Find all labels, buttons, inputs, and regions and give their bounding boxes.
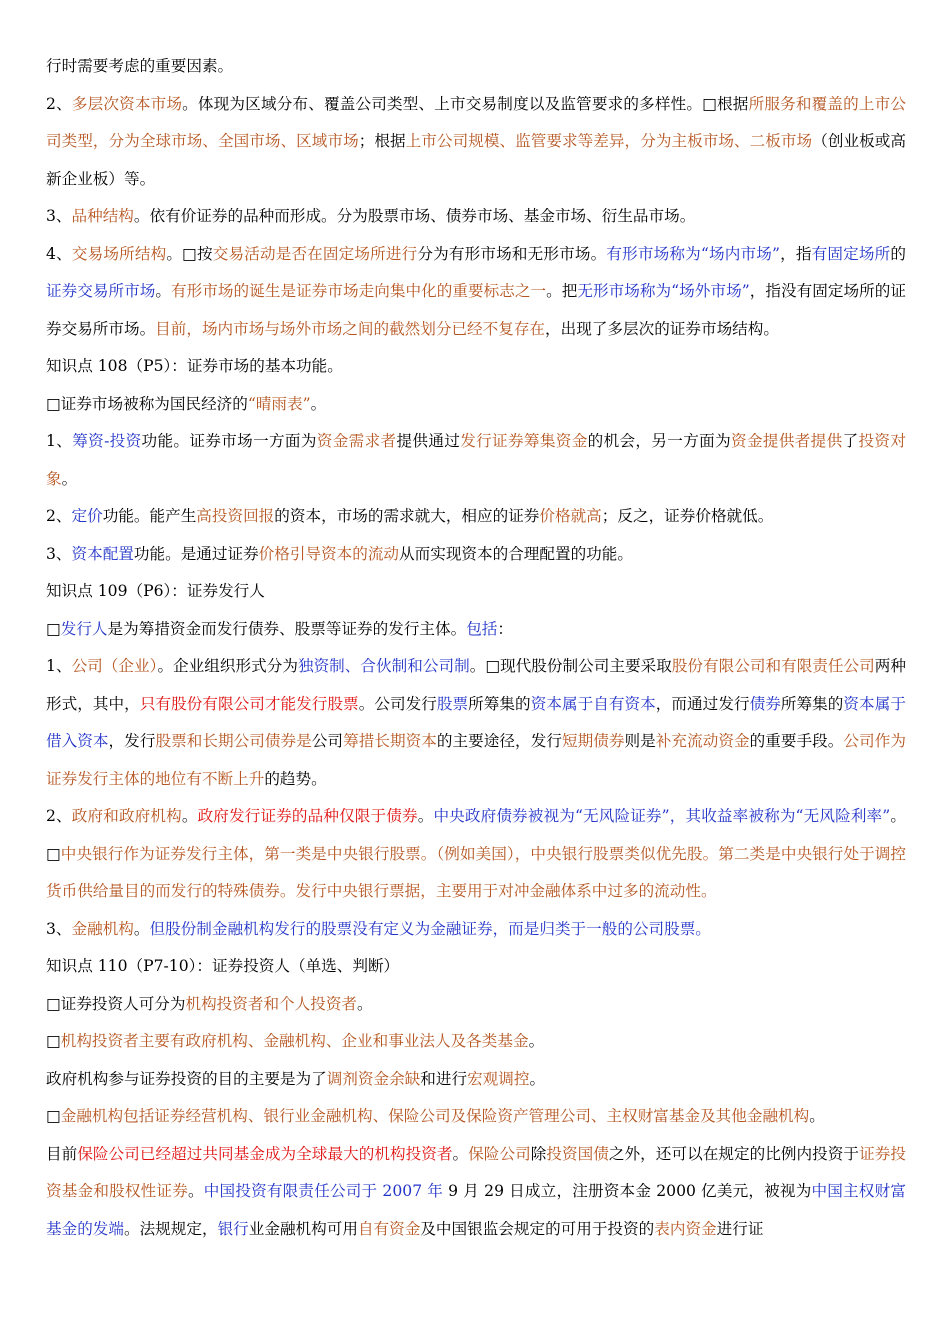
text-run: 。 (528, 1032, 545, 1050)
text-run: 提供通过 (396, 432, 461, 450)
text-run: 高投资回报 (196, 507, 275, 525)
text-run: 的资本，市场的需求就大，相应的证券 (274, 507, 540, 525)
text-run: □ (46, 619, 61, 638)
text-run: 1、 (46, 657, 72, 675)
text-run: 有形市场称为“场内市场” (606, 244, 780, 263)
paragraph (46, 48, 906, 86)
text-run: 。 (155, 282, 172, 300)
text-run: 交易场所结构 (71, 244, 167, 263)
text-run: 及中国银监会规定的可用于投资的 (420, 1219, 655, 1238)
text-run: 知识点 110（P7-10）：证券投资人（单选、判断） (46, 957, 400, 975)
text-run: 。 (809, 1107, 825, 1125)
text-run: 交易活动是否在固定场所进行 (212, 244, 418, 263)
text-run: 股票 (436, 694, 469, 713)
text-run: 投资对象 (46, 432, 906, 488)
text-run: 分为有形市场和无形市场。 (417, 244, 607, 263)
text-run: 2、 (46, 94, 72, 113)
text-run: 。 (357, 994, 373, 1013)
text-run: 2、 (46, 807, 72, 825)
paragraph (46, 236, 906, 349)
text-run: 政府和政府机构 (71, 807, 182, 825)
text-run: 4、 (46, 244, 72, 263)
paragraph (46, 948, 906, 986)
text-run: 之外，还可以在规定的比例内投资于 (608, 1144, 860, 1163)
text-run: 价格就高 (539, 507, 602, 525)
text-run: 股份有限公司和有限责任公司 (671, 657, 875, 675)
text-run: ；根据 (358, 132, 406, 150)
text-run: 宏观调控 (467, 1069, 530, 1088)
text-run: 知识点 109（P6）：证券发行人 (46, 582, 265, 600)
text-run: 自有资金 (357, 1219, 421, 1238)
paragraph (46, 611, 906, 649)
text-run: 所筹集的 (468, 694, 531, 713)
text-run: 公司作为证券发行主体的地位有不断上升 (46, 732, 906, 788)
text-run: 有形市场的诞生是证券市场走向集中化的重要标志之一 (171, 282, 547, 300)
text-run: 。 (310, 394, 327, 413)
text-run: 但股份制金融机构发行的股票没有定义为金融证券，而是归类于一般的公司股票。 (149, 919, 711, 938)
text-run: 。法规规定， (123, 1219, 218, 1238)
text-run: 。 (417, 807, 434, 825)
text-run: 金融机构 (71, 919, 134, 938)
text-run: 资金需求者 (316, 432, 397, 450)
paragraph (46, 86, 906, 199)
text-run: 机构投资者主要有政府机构、金融机构、企业和事业法人及各类基金 (60, 1032, 529, 1050)
paragraph (46, 1023, 906, 1061)
text-run: 价格引导资本的流动 (258, 544, 400, 563)
paragraph (46, 423, 906, 498)
text-run: ；反之，证券价格就低。 (601, 507, 774, 525)
text-run: 补充流动资金 (655, 732, 750, 750)
text-run: ，出现了多层次的证券市场结构。 (545, 319, 779, 338)
text-run: 无形市场称为“场外市场” (577, 282, 750, 300)
paragraph (46, 498, 906, 536)
text-run: 政府机构参与证券投资的目的主要是为了 (46, 1069, 327, 1088)
paragraph (46, 1098, 906, 1136)
paragraph (46, 648, 906, 798)
text-run: 3、 (46, 207, 72, 225)
text-run: 包括 (466, 619, 498, 638)
text-run: 从而实现资本的合理配置的功能。 (399, 544, 633, 563)
text-run: 。把 (546, 282, 578, 300)
text-run: ： (497, 619, 514, 638)
text-run: 有固定场所 (811, 244, 891, 263)
text-run: 资本属于借入资本 (46, 694, 906, 750)
text-run: 所服务和覆盖的上市公司类型，分为全球市场、全国市场、区域市场 (46, 94, 906, 150)
text-run: 发行证券筹集资金 (460, 432, 588, 450)
text-run: 中央银行作为证券发行主体，第一类是中央银行股票。（例如美国），中央银行股票类似优先股。第二类是中央银行处于调控货币供给量目的而发行的特殊债券。发行中央银行票据，主要用于对冲金融体系中过多的流动性。 (46, 844, 906, 900)
text-run: □ (46, 1032, 61, 1050)
paragraph (46, 573, 906, 611)
text-run: 证券投资基金和股权性证券 (46, 1144, 906, 1200)
text-run: 调剂资金余缺 (326, 1069, 421, 1088)
text-run: ，发行 (108, 732, 156, 750)
text-run: 中国主权财富基金的发端 (46, 1182, 906, 1238)
text-run: 金融机构包括证券经营机构、银行业金融机构、保险公司及保险资产管理公司、主权财富基金及其他金融机构 (60, 1107, 810, 1125)
text-run: 。企业组织形式分为 (157, 657, 298, 675)
text-run: 银行 (217, 1219, 249, 1238)
text-run: 知识点 108（P5）：证券市场的基本功能。 (46, 357, 343, 375)
text-run: 机构投资者和个人投资者 (185, 994, 358, 1013)
paragraph (46, 1061, 906, 1099)
text-run: □ (46, 1107, 61, 1125)
paragraph (46, 198, 906, 236)
text-run: 筹资-投资 (72, 432, 142, 450)
text-run: 行时需要考虑的重要因素。 (46, 57, 234, 75)
text-run: （创业板或高新企业板）等。 (46, 132, 906, 188)
text-run: 功能。是通过证券 (133, 544, 259, 563)
paragraph (46, 986, 906, 1024)
text-run: 。 (61, 469, 78, 488)
text-run: 上市公司规模、监管要求等差异，分为主板市场、二板市场 (405, 132, 813, 150)
text-run: 功能。证券市场一方面为 (141, 432, 317, 450)
text-run: 目前，场内市场与场外市场之间的截然划分已经不复存在 (155, 319, 546, 338)
paragraph (46, 911, 906, 949)
text-run: 除 (530, 1144, 547, 1163)
paragraph (46, 348, 906, 386)
text-run: ，指没有固定场所的证券交易所市场。 (46, 282, 906, 338)
text-run: 证券交易所市场 (46, 282, 156, 300)
text-run: 。 (529, 1069, 546, 1088)
text-run: 业金融机构可用 (248, 1219, 358, 1238)
text-run: 了 (842, 432, 859, 450)
text-run: 的 (890, 244, 906, 263)
text-run: 只有股份有限公司才能发行股票 (139, 694, 359, 713)
text-run: 则是 (624, 732, 656, 750)
text-run: 9 月 29 日成立，注册资本金 2000 亿美元，被视为 (443, 1182, 812, 1200)
text-run: 的主要途径，发行 (436, 732, 562, 750)
text-run: 中央政府债券被视为“无风险证券”，其收益率被称为“无风险利率” (433, 807, 891, 825)
text-run: 的重要手段。 (749, 732, 844, 750)
text-run: 多层次资本市场 (71, 94, 183, 113)
paragraph (46, 798, 906, 911)
text-run: 股票和长期公司债券是 (155, 732, 312, 750)
text-run: 。公司发行 (358, 694, 437, 713)
text-run: □证券投资人可分为 (46, 994, 186, 1013)
text-run: 目前 (46, 1144, 78, 1163)
text-run: 定价 (71, 507, 103, 525)
text-run: 。□现代股份制公司主要采取 (469, 657, 672, 675)
text-run: 功能。能产生 (102, 507, 197, 525)
text-run: 投资国债 (546, 1144, 609, 1163)
text-run: 保险公司已经超过共同基金成为全球最大的机构投资者 (77, 1144, 453, 1163)
text-run: 进行证 (716, 1219, 764, 1238)
paragraph (46, 386, 906, 424)
text-run: 表内资金 (654, 1219, 717, 1238)
text-run: 保险公司 (468, 1144, 531, 1163)
text-run: 的机会，另一方面为 (587, 432, 732, 450)
text-run: 政府发行证券的品种仅限于债券 (197, 807, 418, 825)
text-run: 。□按 (166, 244, 213, 263)
paragraph (46, 1136, 906, 1249)
text-run: “晴雨表” (247, 394, 311, 413)
text-run: 筹措长期资本 (343, 732, 437, 750)
paragraph (46, 536, 906, 574)
text-run: 品种结构 (71, 207, 134, 225)
text-run: 中国投资有限责任公司于 2007 年 (203, 1182, 444, 1200)
text-run: 和进行 (420, 1069, 468, 1088)
text-run: 独资制、合伙制和公司制 (297, 657, 470, 675)
text-run: 。 (187, 1182, 204, 1200)
text-run: 。 (181, 807, 198, 825)
text-run: ，而通过发行 (655, 694, 750, 713)
text-run: 资金提供者提供 (731, 432, 843, 450)
text-run: 1、 (46, 432, 73, 450)
text-run: ，指 (779, 244, 812, 263)
text-run: 。 (452, 1144, 469, 1163)
text-run: 2、 (46, 507, 72, 525)
text-run: 是为筹措资金而发行债券、股票等证券的发行主体。 (107, 619, 467, 638)
text-run: 资本属于自有资本 (530, 694, 656, 713)
text-run: 短期债券 (561, 732, 625, 750)
text-run: 的趋势。 (264, 769, 327, 788)
text-run: 。 (133, 919, 150, 938)
text-run: 公司 (311, 732, 344, 750)
text-run: 。□ (46, 807, 906, 863)
text-run: 两种形式，其中， (46, 657, 906, 713)
text-run: 3、 (46, 919, 72, 938)
text-run: 。依有价证券的品种而形成。分为股票市场、债券市场、基金市场、衍生品市场。 (133, 207, 696, 225)
text-run: 发行人 (60, 619, 108, 638)
text-run: 所筹集的 (780, 694, 844, 713)
text-run: 3、 (46, 544, 72, 563)
text-run: 。体现为区域分布、覆盖公司类型、上市交易制度以及监管要求的多样性。□根据 (182, 94, 749, 113)
text-run: □证券市场被称为国民经济的 (46, 394, 248, 413)
text-run: 债券 (749, 694, 781, 713)
text-run: 公司（企业） (71, 657, 158, 675)
text-run: 资本配置 (71, 544, 134, 563)
